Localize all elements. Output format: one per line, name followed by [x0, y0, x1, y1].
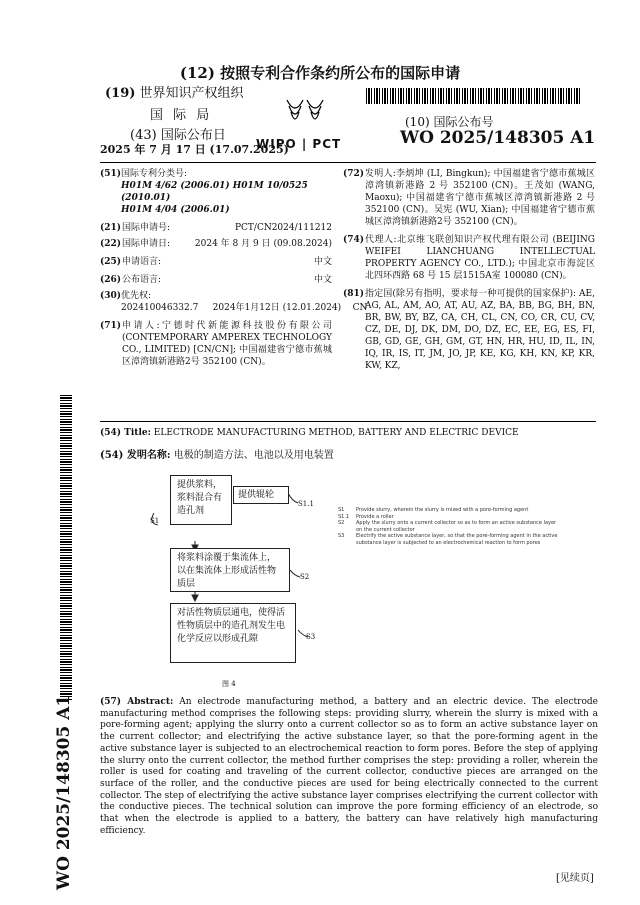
section-rule: [100, 421, 596, 422]
label-s3: S3: [306, 633, 316, 641]
figure-legend: [338, 507, 558, 546]
pub-no: WO 2025/148305 A1: [400, 128, 596, 148]
pub-no-label: (10) 国际公布号: [405, 115, 494, 129]
legend-item: S2 Apply the slurry onto a current collector so as to form an active substance layer on the current collector: [338, 520, 557, 533]
field-72: (72) 发明人:李炳坤 (LI, Bingkun); 中国福建省宁德市蕉城区漳湾镇新港路 2 号 352100 (CN)。王茂如 (WANG, Maoxu); 中国福建省宁德市蕉城区漳湾镇新港路 2 号 352100 (CN)。吴宪 (WU, Xian); 中国福建省宁德市蕉城区漳湾镇新港路2号 352100 (CN)。: [343, 169, 595, 227]
field-74: (74) 代理人:北京维飞联创知识产权代理有限公司 (BEIJING WEIFEI LIANCHUANG INTELLECTUAL PROPERTY AGENCY CO., LTD.); 中国北京市海淀区北四环西路 68 号 15 层1515A室 100080 (CN)。: [343, 235, 595, 281]
title-cn: (54) 发明名称: 电极的制造方法、电池以及用电装置: [100, 450, 334, 461]
title-en: (54) Title: ELECTRODE MANUFACTURING METHOD, BATTERY AND ELECTRIC DEVICE: [100, 428, 519, 438]
biblio-left: [100, 168, 368, 368]
biblio-right: [343, 168, 595, 372]
field-30: (30) 优先权: 202410046332.7 2024年1月12日 (12.01.2024) CN: [100, 291, 368, 313]
label-s2: S2: [300, 573, 310, 581]
field-21: (21) 国际申请号: PCT/CN2024/111212: [100, 223, 332, 233]
flow-box-s3: 对活性物质层通电，使得活性物质层中的造孔剂发生电化学反应以形成孔隙: [170, 603, 296, 663]
continued-note: [见续页]: [556, 873, 594, 884]
header-rule: [100, 162, 596, 163]
legend-item: S1 Provide slurry, wherein the slurry is mixed with a pore-forming agent: [338, 507, 529, 513]
flow-box-s1: 提供浆料，浆料混合有造孔剂: [170, 475, 232, 525]
pub-date-label: (43) 国际公布日: [130, 128, 226, 143]
flow-box-s2: 将浆料涂覆于集流体上，以在集流体上形成活性物质层: [170, 548, 290, 592]
legend-item: S3 Electrify the active substance layer, so that the pore-forming agent in the active substance layer is subjected to an electrochemical reaction to form pores: [338, 533, 558, 546]
abstract: (57) Abstract: An electrode manufacturing method, a battery and an electric device. The electrode manufacturing method comprises the following steps: providing slurry, wherein the slurry is mixed with a pore-forming agent; applying the slurry onto a current collector so as to form an active substance layer on the current collector; and electrifying the active substance layer, so that the pore-forming agent in the active substance layer is subjected to an electrochemical reaction to form pores. Before the step of applying the slurry onto the current collector, the method further comprises the step: providing a roller, wherein the roller is used for coating and traveling of the current collector, conductive pieces are arranged on the surface of the roller, and the conductive pieces are used for being electrically connected to the current collector. The step of electrifying the active substance layer comprises electrifying the current collector with the conductive pieces. The technical solution can improve the pore forming efficiency of an electrode, so that when the electrode is applied to a battery, the battery can have relatively high manufacturing efficiency.: [100, 697, 598, 836]
vertical-pub-no-wrap: [52, 640, 76, 890]
bureau: 国 际 局: [150, 108, 213, 123]
vertical-pub-no: WO 2025/148305 A1: [54, 694, 74, 890]
legend-item: S1.1 Provide a roller: [338, 513, 394, 520]
document-title: (12) 按照专利合作条约所公布的国际申请: [179, 64, 461, 82]
field-51: (51) 国际专利分类号: H01M 4/62 (2006.01) H01M 10/0525 (2010.01) H01M 4/04 (2006.01): [100, 169, 308, 215]
field-81: (81) 指定国(除另有指明，要求每一种可提供的国家保护): AE, AG, AL, AM, AO, AT, AU, AZ, BA, BB, BG, BH, BN, BR, BW, BY, BZ, CA, CH, CL, CN, CO, CR, CU, CV, CZ, DE, DJ, DK, DM, DO, DZ, EC, EE, EG, ES, FI, GB, GD, GE, GH, GM, GT, HN, HR, HU, ID, IL, IN, IQ, IR, IS, IT, JM, JO, JP, KE, KG, KH, KN, KP, KR, KW, KZ,: [343, 289, 595, 371]
field-26: (26) 公布语言: 中文: [100, 275, 332, 285]
field-25: (25) 申请语言: 中文: [100, 257, 332, 267]
top-barcode: [366, 88, 581, 104]
figure-caption: 图 4: [222, 680, 236, 688]
pub-date: 2025 年 7 月 17 日 (17.07.2025): [100, 143, 289, 156]
org-name: (19) 世界知识产权组织: [105, 86, 244, 101]
flow-box-s11: 提供辊轮: [233, 486, 289, 504]
field-22: (22) 国际申请日: 2024 年 8 月 9 日 (09.08.2024): [100, 239, 332, 249]
field-71: (71) 申请人:宁德时代新能源科技股份有限公司 (CONTEMPORARY AMPEREX TECHNOLOGY CO., LIMITED) [CN/CN]; 中国福建省宁德市蕉城区漳湾镇新港路2号 352100 (CN)。: [100, 321, 332, 367]
label-s11: S1.1: [298, 500, 314, 508]
wipo-pct-mark: WIPO | PCT: [256, 137, 342, 151]
label-s1: S1: [150, 517, 160, 525]
